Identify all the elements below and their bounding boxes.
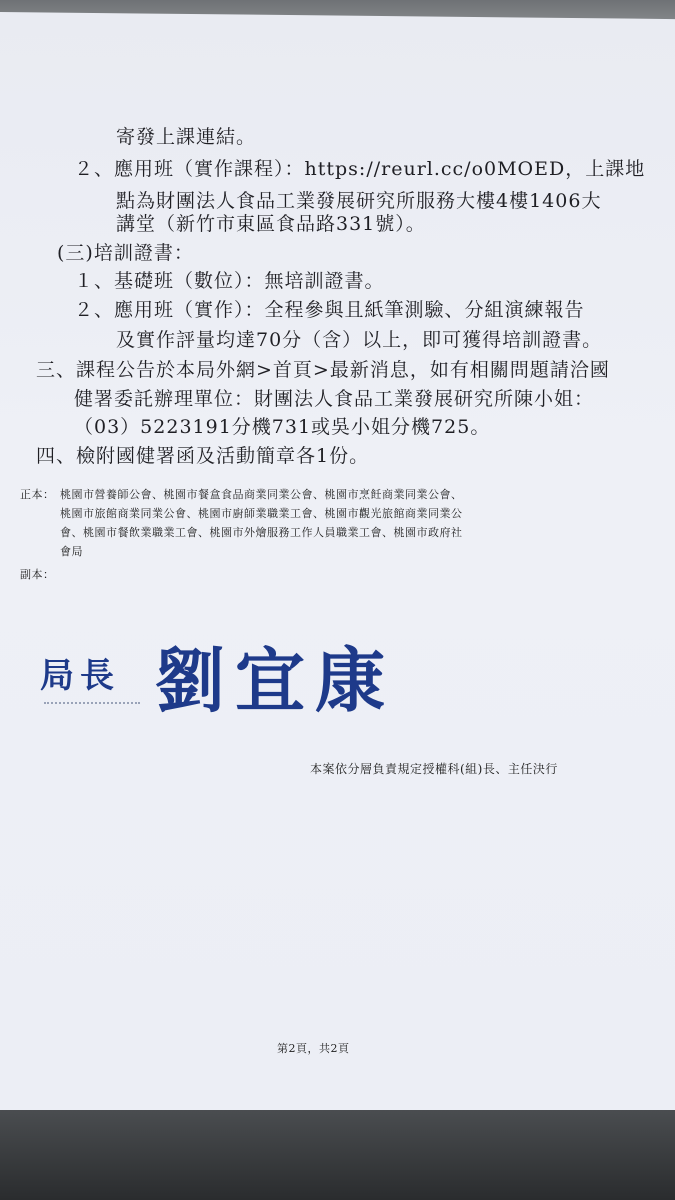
signature-title: 局長 <box>40 656 120 696</box>
fuben-label: 副本： <box>20 568 55 581</box>
zhengben-line: 桃園市營養師公會、桃園市餐盒食品商業同業公會、桃園市烹飪商業同業公會、 <box>60 488 463 501</box>
body-line: ２、應用班（實作課程）：https://reurl.cc/o0MOED，上課地 <box>74 158 646 180</box>
zhengben-line: 會局 <box>60 545 83 558</box>
zhengben-line: 桃園市旅館商業同業公會、桃園市廚師業職業工會、桃園市觀光旅館商業同業公 <box>60 507 463 520</box>
zhengben-line: 會、桃園市餐飲業職業工會、桃園市外燴服務工作人員職業工會、桃園市政府社 <box>60 526 463 539</box>
zhengben-label: 正本： <box>20 488 55 501</box>
section-heading: (三)培訓證書： <box>57 242 194 264</box>
body-line: １、基礎班（數位）：無培訓證書。 <box>74 270 385 292</box>
authorization-note: 本案依分層負責規定授權科(組)長、主任決行 <box>310 762 558 776</box>
body-line: ２、應用班（實作）：全程參與且紙筆測驗、分組演練報告 <box>74 299 585 321</box>
body-line: 講堂（新竹市東區食品路331號）。 <box>116 213 426 235</box>
page-number: 第2頁，共2頁 <box>277 1042 350 1055</box>
signature-name: 劉宜康 <box>155 639 395 722</box>
body-line: 及實作評量均達70分（含）以上，即可獲得培訓證書。 <box>116 329 603 351</box>
body-line: 寄發上課連結。 <box>116 126 257 148</box>
body-line: 四、檢附國健署函及活動簡章各1份。 <box>36 445 370 467</box>
body-line: （03）5223191分機731或吳小姐分機725。 <box>74 416 491 438</box>
signature-underline <box>44 702 140 704</box>
body-line: 健署委託辦理單位：財團法人食品工業發展研究所陳小姐： <box>74 388 595 410</box>
body-line: 點為財團法人食品工業發展研究所服務大樓4樓1406大 <box>116 190 602 212</box>
body-line: 三、課程公告於本局外網>首頁>最新消息，如有相關問題請洽國 <box>36 359 610 381</box>
